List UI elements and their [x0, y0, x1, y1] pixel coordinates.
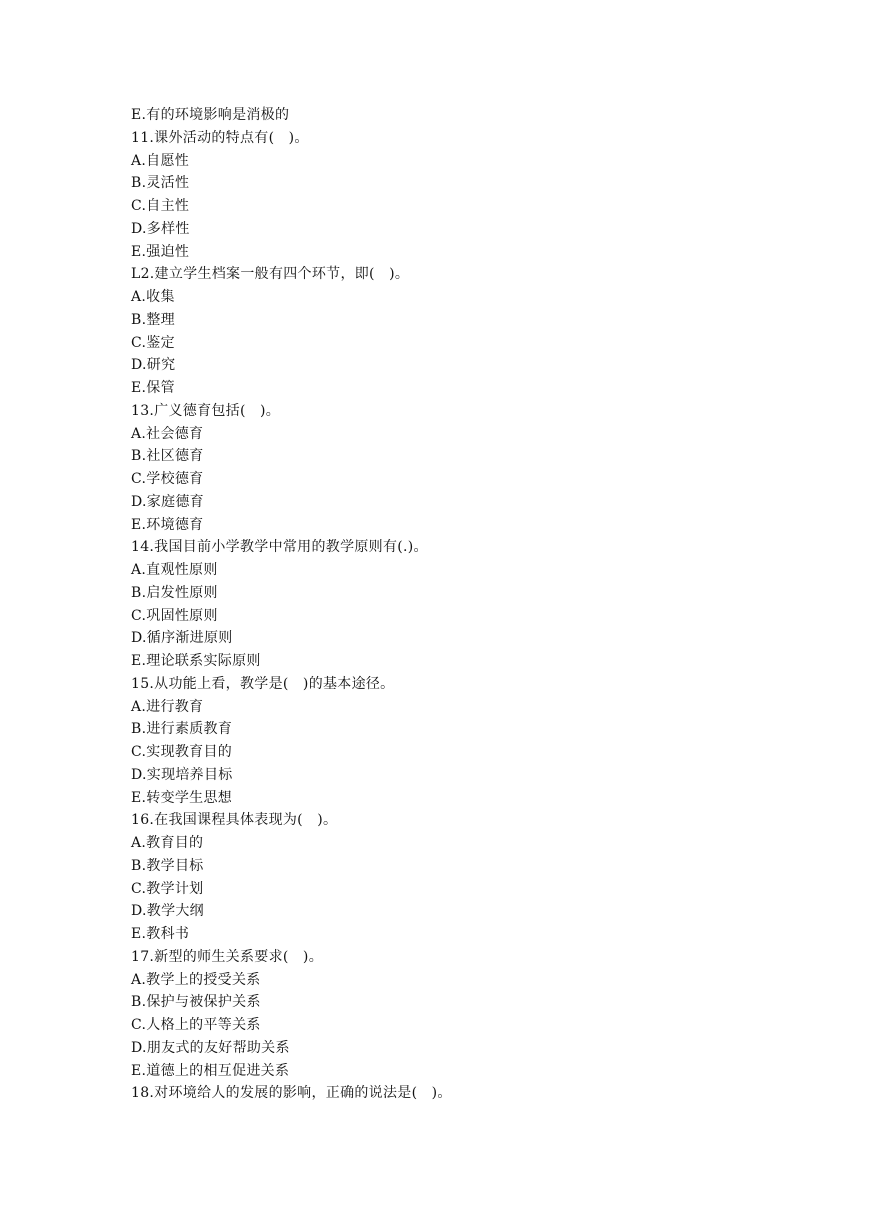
- option-line: B.启发性原则: [131, 584, 218, 601]
- option-line: D.多样性: [131, 220, 190, 237]
- question-line: 14.我国目前小学教学中常用的教学原则有(.)。: [131, 539, 428, 556]
- option-line: D.循序渐进原则: [131, 630, 233, 647]
- option-line: D.朋友式的友好帮助关系: [131, 1039, 290, 1056]
- question-line: 11.课外活动的特点有( )。: [131, 129, 309, 146]
- option-line: E.转变学生思想: [131, 789, 233, 806]
- option-line: D.教学大纲: [131, 903, 204, 920]
- option-line: E.理论联系实际原则: [131, 653, 261, 669]
- option-line: D.实现培养目标: [131, 766, 233, 783]
- option-line: C.人格上的平等关系: [131, 1017, 261, 1033]
- option-line: E.环境德育: [131, 516, 204, 533]
- option-line: B.教学目标: [131, 857, 204, 874]
- option-line: E.教科书: [131, 926, 190, 942]
- question-line: 18.对环境给人的发展的影响，正确的说法是( )。: [131, 1085, 452, 1102]
- option-line: A.教育目的: [131, 835, 204, 851]
- option-line: A.收集: [131, 289, 175, 305]
- option-line: A.社会德育: [131, 425, 204, 442]
- question-line: 13.广义德育包括( )。: [131, 402, 281, 419]
- option-line: A.进行教育: [131, 698, 204, 715]
- option-line: B.整理: [131, 311, 175, 328]
- option-line: C.鉴定: [131, 334, 175, 351]
- option-line: C.教学计划: [131, 880, 204, 897]
- option-line: B.进行素质教育: [131, 721, 233, 738]
- question-line: L2.建立学生档案一般有四个环节，即( )。: [131, 266, 410, 283]
- question-line: 16.在我国课程具体表现为( )。: [131, 812, 338, 829]
- question-line: 17.新型的师生关系要求( )。: [131, 948, 323, 965]
- option-line: A.自愿性: [131, 152, 190, 169]
- document-page: [131, 104, 831, 1105]
- question-line: 15.从功能上看，教学是( )的基本途径。: [131, 675, 395, 692]
- option-line: D.研究: [131, 357, 176, 374]
- option-line: E.强迫性: [131, 243, 190, 260]
- option-line: E.道德上的相互促进关系: [131, 1062, 290, 1079]
- option-line: A.教学上的授受关系: [131, 971, 261, 988]
- option-line: D.家庭德育: [131, 493, 204, 510]
- option-line: B.灵活性: [131, 175, 190, 192]
- option-line: A.直观性原则: [131, 562, 218, 578]
- option-line: C.巩固性原则: [131, 607, 218, 624]
- option-line: B.社区德育: [131, 448, 204, 465]
- option-line: E.保管: [131, 380, 175, 396]
- option-line: C.自主性: [131, 198, 190, 214]
- option-line: E.有的环境影响是消极的: [131, 107, 290, 123]
- option-line: B.保护与被保护关系: [131, 994, 261, 1011]
- option-line: C.学校德育: [131, 471, 204, 487]
- option-line: C.实现教育目的: [131, 744, 233, 760]
